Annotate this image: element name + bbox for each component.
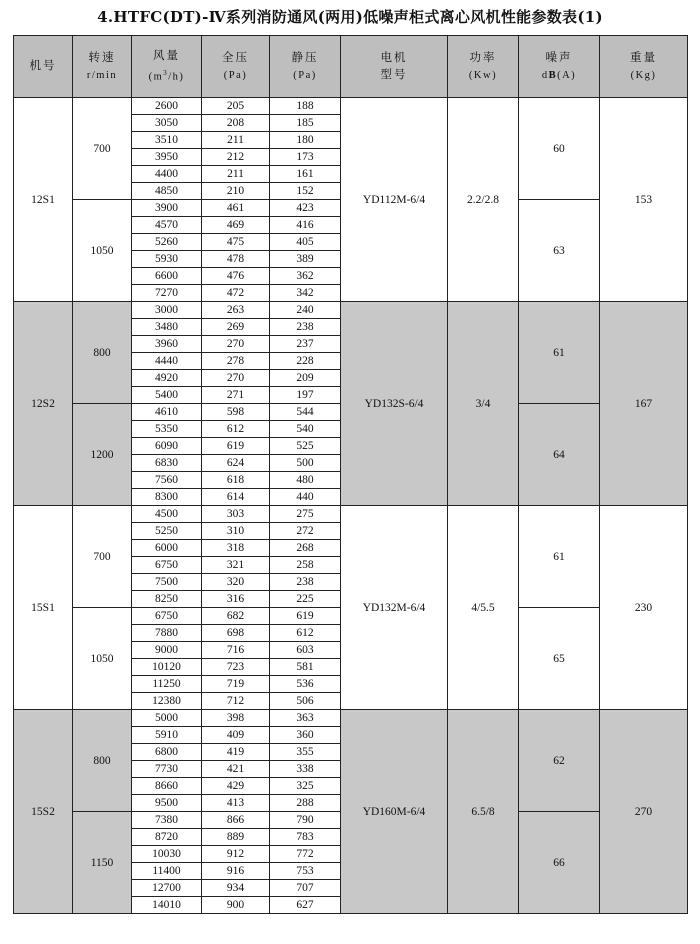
static-pressure-cell: 619 (270, 608, 341, 625)
total-pressure-cell: 310 (202, 523, 270, 540)
total-pressure-cell: 469 (202, 217, 270, 234)
airflow-cell: 4570 (132, 217, 202, 234)
airflow-cell: 5260 (132, 234, 202, 251)
total-pressure-cell: 409 (202, 727, 270, 744)
total-pressure-cell: 618 (202, 472, 270, 489)
model-group (14, 98, 688, 302)
total-pressure-cell: 934 (202, 880, 270, 897)
static-pressure-cell: 416 (270, 217, 341, 234)
airflow-unit-sup: 3 (163, 68, 169, 77)
power-cell: 3/4 (448, 302, 519, 506)
static-pressure-cell: 540 (270, 421, 341, 438)
speed-cell: 800 (73, 710, 132, 812)
noise-unit-bold: B (548, 69, 558, 81)
static-pressure-cell: 185 (270, 115, 341, 132)
total-pressure-cell: 316 (202, 591, 270, 608)
header-model (14, 36, 73, 98)
noise-cell: 66 (519, 812, 600, 914)
airflow-cell: 3950 (132, 149, 202, 166)
motor-cell: YD132M-6/4 (341, 506, 448, 710)
noise-cell: 61 (519, 302, 600, 404)
total-pressure-cell: 712 (202, 693, 270, 710)
static-pressure-cell: 405 (270, 234, 341, 251)
airflow-cell: 8300 (132, 489, 202, 506)
static-pressure-cell: 268 (270, 540, 341, 557)
header-total-pressure-unit: (Pa) (223, 69, 248, 81)
motor-cell: YD160M-6/4 (341, 710, 448, 914)
total-pressure-cell: 270 (202, 370, 270, 387)
total-pressure-cell: 318 (202, 540, 270, 557)
header-power (448, 36, 519, 98)
speed-cell: 1150 (73, 812, 132, 914)
total-pressure-cell: 419 (202, 744, 270, 761)
static-pressure-cell: 790 (270, 812, 341, 829)
total-pressure-cell: 321 (202, 557, 270, 574)
noise-cell: 64 (519, 404, 600, 506)
header-airflow-unit (132, 65, 201, 86)
total-pressure-cell: 719 (202, 676, 270, 693)
static-pressure-cell: 342 (270, 285, 341, 302)
header-total-pressure (202, 36, 270, 98)
header-weight-label: 重量 (630, 51, 657, 64)
header-total-pressure-label: 全压 (222, 51, 249, 64)
static-pressure-cell: 612 (270, 625, 341, 642)
total-pressure-cell: 682 (202, 608, 270, 625)
airflow-cell: 7880 (132, 625, 202, 642)
airflow-cell: 8720 (132, 829, 202, 846)
static-pressure-cell: 440 (270, 489, 341, 506)
airflow-cell: 6600 (132, 268, 202, 285)
airflow-cell: 4610 (132, 404, 202, 421)
airflow-cell: 6750 (132, 608, 202, 625)
static-pressure-cell: 389 (270, 251, 341, 268)
total-pressure-cell: 614 (202, 489, 270, 506)
model-cell: 12S2 (14, 302, 73, 506)
header-weight-unit: (Kg) (630, 69, 657, 81)
total-pressure-cell: 624 (202, 455, 270, 472)
airflow-cell: 6750 (132, 557, 202, 574)
airflow-cell: 8660 (132, 778, 202, 795)
static-pressure-cell: 500 (270, 455, 341, 472)
total-pressure-cell: 270 (202, 336, 270, 353)
total-pressure-cell: 478 (202, 251, 270, 268)
static-pressure-cell: 338 (270, 761, 341, 778)
total-pressure-cell: 212 (202, 149, 270, 166)
static-pressure-cell: 275 (270, 506, 341, 523)
static-pressure-cell: 188 (270, 98, 341, 115)
header-power-unit: (Kw) (468, 69, 498, 81)
static-pressure-cell: 238 (270, 574, 341, 591)
motor-cell: YD132S-6/4 (341, 302, 448, 506)
power-cell: 6.5/8 (448, 710, 519, 914)
total-pressure-cell: 598 (202, 404, 270, 421)
static-pressure-cell: 180 (270, 132, 341, 149)
airflow-cell: 4850 (132, 183, 202, 200)
airflow-cell: 5350 (132, 421, 202, 438)
static-pressure-cell: 627 (270, 897, 341, 914)
noise-cell: 65 (519, 608, 600, 710)
airflow-cell: 11250 (132, 676, 202, 693)
total-pressure-cell: 612 (202, 421, 270, 438)
static-pressure-cell: 362 (270, 268, 341, 285)
header-motor-label: 电机 (380, 51, 408, 64)
airflow-cell: 6090 (132, 438, 202, 455)
airflow-cell: 7560 (132, 472, 202, 489)
header-weight (600, 36, 688, 98)
total-pressure-cell: 916 (202, 863, 270, 880)
total-pressure-cell: 619 (202, 438, 270, 455)
static-pressure-cell: 753 (270, 863, 341, 880)
airflow-cell: 8250 (132, 591, 202, 608)
table-row (14, 506, 688, 523)
static-pressure-cell: 152 (270, 183, 341, 200)
total-pressure-cell: 866 (202, 812, 270, 829)
airflow-cell: 5000 (132, 710, 202, 727)
airflow-cell: 3510 (132, 132, 202, 149)
airflow-cell: 3050 (132, 115, 202, 132)
airflow-cell: 5930 (132, 251, 202, 268)
total-pressure-cell: 475 (202, 234, 270, 251)
total-pressure-cell: 210 (202, 183, 270, 200)
noise-unit-post: (A) (557, 69, 577, 81)
airflow-cell: 12380 (132, 693, 202, 710)
total-pressure-cell: 889 (202, 829, 270, 846)
table-row (14, 710, 688, 727)
airflow-cell: 11400 (132, 863, 202, 880)
static-pressure-cell: 209 (270, 370, 341, 387)
airflow-unit-pre: (m (148, 71, 164, 83)
header-airflow (132, 36, 202, 98)
power-cell: 4/5.5 (448, 506, 519, 710)
total-pressure-cell: 208 (202, 115, 270, 132)
airflow-cell: 3960 (132, 336, 202, 353)
model-group (14, 506, 688, 710)
airflow-cell: 7380 (132, 812, 202, 829)
header-speed (73, 36, 132, 98)
static-pressure-cell: 173 (270, 149, 341, 166)
table-header (14, 36, 688, 98)
airflow-cell: 9500 (132, 795, 202, 812)
airflow-cell: 6830 (132, 455, 202, 472)
speed-cell: 1050 (73, 200, 132, 302)
airflow-cell: 5910 (132, 727, 202, 744)
speed-cell: 700 (73, 98, 132, 200)
header-noise-unit (519, 67, 599, 84)
static-pressure-cell: 258 (270, 557, 341, 574)
static-pressure-cell: 525 (270, 438, 341, 455)
airflow-cell: 3480 (132, 319, 202, 336)
total-pressure-cell: 263 (202, 302, 270, 319)
total-pressure-cell: 698 (202, 625, 270, 642)
noise-cell: 63 (519, 200, 600, 302)
static-pressure-cell: 783 (270, 829, 341, 846)
header-noise (519, 36, 600, 98)
total-pressure-cell: 320 (202, 574, 270, 591)
airflow-cell: 2600 (132, 98, 202, 115)
airflow-cell: 3900 (132, 200, 202, 217)
airflow-cell: 3000 (132, 302, 202, 319)
static-pressure-cell: 360 (270, 727, 341, 744)
static-pressure-cell: 228 (270, 353, 341, 370)
noise-cell: 62 (519, 710, 600, 812)
model-cell: 15S1 (14, 506, 73, 710)
header-motor (341, 36, 448, 98)
total-pressure-cell: 476 (202, 268, 270, 285)
header-noise-label: 噪声 (545, 51, 573, 64)
static-pressure-cell: 581 (270, 659, 341, 676)
static-pressure-cell: 225 (270, 591, 341, 608)
noise-cell: 61 (519, 506, 600, 608)
weight-cell: 167 (600, 302, 688, 506)
static-pressure-cell: 707 (270, 880, 341, 897)
static-pressure-cell: 363 (270, 710, 341, 727)
static-pressure-cell: 238 (270, 319, 341, 336)
total-pressure-cell: 303 (202, 506, 270, 523)
motor-cell: YD112M-6/4 (341, 98, 448, 302)
noise-unit-pre: d (541, 69, 549, 81)
static-pressure-cell: 423 (270, 200, 341, 217)
header-static-pressure-unit: (Pa) (293, 69, 317, 81)
airflow-cell: 9000 (132, 642, 202, 659)
total-pressure-cell: 205 (202, 98, 270, 115)
total-pressure-cell: 211 (202, 166, 270, 183)
speed-cell: 1050 (73, 608, 132, 710)
model-cell: 15S2 (14, 710, 73, 914)
static-pressure-cell: 480 (270, 472, 341, 489)
airflow-cell: 4400 (132, 166, 202, 183)
header-motor-sublabel: 型号 (380, 68, 408, 81)
airflow-cell: 12700 (132, 880, 202, 897)
header-speed-unit: r/min (86, 69, 118, 81)
static-pressure-cell: 772 (270, 846, 341, 863)
total-pressure-cell: 472 (202, 285, 270, 302)
airflow-cell: 4920 (132, 370, 202, 387)
static-pressure-cell: 506 (270, 693, 341, 710)
airflow-cell: 14010 (132, 897, 202, 914)
airflow-unit-post: /h) (168, 71, 185, 83)
table-row (14, 98, 688, 115)
total-pressure-cell: 271 (202, 387, 270, 404)
airflow-cell: 7270 (132, 285, 202, 302)
airflow-cell: 6800 (132, 744, 202, 761)
total-pressure-cell: 413 (202, 795, 270, 812)
static-pressure-cell: 536 (270, 676, 341, 693)
weight-cell: 270 (600, 710, 688, 914)
model-group (14, 302, 688, 506)
total-pressure-cell: 900 (202, 897, 270, 914)
total-pressure-cell: 278 (202, 353, 270, 370)
header-static-pressure-label: 静压 (291, 51, 319, 64)
total-pressure-cell: 421 (202, 761, 270, 778)
airflow-cell: 7730 (132, 761, 202, 778)
static-pressure-cell: 288 (270, 795, 341, 812)
static-pressure-cell: 355 (270, 744, 341, 761)
header-static-pressure (270, 36, 341, 98)
total-pressure-cell: 723 (202, 659, 270, 676)
speed-cell: 700 (73, 506, 132, 608)
performance-table (13, 35, 688, 914)
airflow-cell: 4500 (132, 506, 202, 523)
static-pressure-cell: 197 (270, 387, 341, 404)
total-pressure-cell: 398 (202, 710, 270, 727)
header-airflow-label: 风量 (153, 49, 180, 62)
airflow-cell: 7500 (132, 574, 202, 591)
total-pressure-cell: 211 (202, 132, 270, 149)
static-pressure-cell: 161 (270, 166, 341, 183)
airflow-cell: 10030 (132, 846, 202, 863)
airflow-cell: 5250 (132, 523, 202, 540)
static-pressure-cell: 272 (270, 523, 341, 540)
header-power-label: 功率 (469, 51, 497, 64)
static-pressure-cell: 603 (270, 642, 341, 659)
header-speed-label: 转速 (88, 51, 116, 64)
table-row (14, 302, 688, 319)
static-pressure-cell: 240 (270, 302, 341, 319)
model-group (14, 710, 688, 914)
static-pressure-cell: 544 (270, 404, 341, 421)
airflow-cell: 5400 (132, 387, 202, 404)
power-cell: 2.2/2.8 (448, 98, 519, 302)
airflow-cell: 4440 (132, 353, 202, 370)
total-pressure-cell: 429 (202, 778, 270, 795)
static-pressure-cell: 237 (270, 336, 341, 353)
noise-cell: 60 (519, 98, 600, 200)
static-pressure-cell: 325 (270, 778, 341, 795)
airflow-cell: 10120 (132, 659, 202, 676)
airflow-cell: 6000 (132, 540, 202, 557)
total-pressure-cell: 461 (202, 200, 270, 217)
total-pressure-cell: 269 (202, 319, 270, 336)
total-pressure-cell: 912 (202, 846, 270, 863)
header-model-label: 机号 (29, 60, 57, 72)
speed-cell: 1200 (73, 404, 132, 506)
speed-cell: 800 (73, 302, 132, 404)
weight-cell: 230 (600, 506, 688, 710)
total-pressure-cell: 716 (202, 642, 270, 659)
page-title: 4.HTFC(DT)-Ⅳ系列消防通风(两用)低噪声柜式离心风机性能参数表(1) (97, 8, 603, 26)
model-cell: 12S1 (14, 98, 73, 302)
weight-cell: 153 (600, 98, 688, 302)
